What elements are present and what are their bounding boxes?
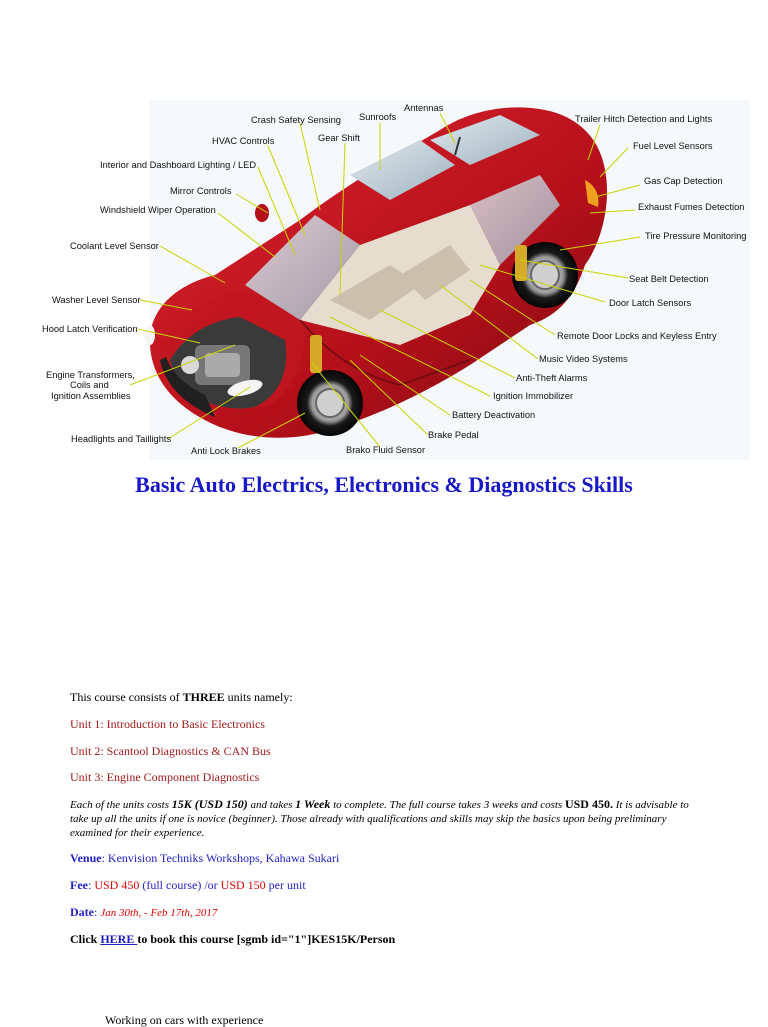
- full-price: USD 450.: [564, 797, 613, 811]
- label-hvac: HVAC Controls: [212, 136, 275, 146]
- fee-full: USD 450: [94, 878, 140, 892]
- label-windshield-wiper: Windshield Wiper Operation: [100, 205, 216, 215]
- label-exhaust-fumes: Exhaust Fumes Detection: [638, 202, 745, 212]
- label-interior-lighting: Interior and Dashboard Lighting / LED: [100, 160, 257, 170]
- venue-line: Venue: Kenvision Techniks Workshops, Kahawa Sukari: [70, 851, 340, 865]
- fee-label: Fee: [70, 878, 88, 892]
- label-anti-lock-brakes: Anti Lock Brakes: [191, 446, 261, 456]
- page-title: Basic Auto Electrics, Electronics & Diagnostics Skills: [135, 472, 633, 497]
- label-antennas: Antennas: [404, 103, 444, 113]
- label-engine-ignition: Ignition Assemblies: [51, 391, 131, 401]
- fee-unit: USD 150: [220, 878, 266, 892]
- car-electronics-diagram: [0, 95, 768, 465]
- book-here-link[interactable]: HERE: [100, 932, 138, 946]
- intro-paragraph: This course consists of THREE units namely:: [70, 690, 293, 704]
- unit-item-2: Unit 2: Scantool Diagnostics & CAN Bus: [70, 744, 271, 758]
- footer-text: Working on cars with experience: [105, 1013, 264, 1027]
- unit-duration: 1 Week: [295, 797, 331, 811]
- label-headlights-taillights: Headlights and Taillights: [71, 434, 172, 444]
- label-battery-deactivation: Battery Deactivation: [452, 410, 536, 420]
- label-trailer-hitch: Trailer Hitch Detection and Lights: [575, 114, 713, 124]
- label-seat-belt: Seat Belt Detection: [629, 274, 709, 284]
- date-label: Date: [70, 905, 94, 919]
- label-crash-safety: Crash Safety Sensing: [251, 115, 341, 125]
- label-brake-fluid: Brako Fluid Sensor: [346, 445, 426, 455]
- label-hood-latch: Hood Latch Verification: [42, 324, 138, 334]
- date-value: Jan 30th, - Feb 17th, 2017: [100, 907, 218, 919]
- label-coolant-level: Coolant Level Sensor: [70, 241, 159, 251]
- date-line: Date: Jan 30th, - Feb 17th, 2017: [70, 905, 218, 919]
- unit-price: 15K (USD 150): [171, 797, 248, 811]
- label-fuel-level: Fuel Level Sensors: [633, 141, 713, 151]
- unit-count: THREE: [182, 690, 225, 704]
- label-washer-level: Washer Level Sensor: [52, 295, 141, 305]
- label-tire-pressure: Tire Pressure Monitoring: [645, 231, 747, 241]
- label-brake-pedal: Brake Pedal: [428, 430, 479, 440]
- venue-value: Kenvision Techniks Workshops, Kahawa Sukari: [107, 851, 340, 865]
- label-remote-door-locks: Remote Door Locks and Keyless Entry: [557, 331, 717, 341]
- fee-line: Fee: USD 450 (full course) /or USD 150 per unit: [70, 878, 306, 892]
- label-mirror-controls: Mirror Controls: [170, 186, 232, 196]
- label-engine-transformers: Engine Transformers,: [46, 370, 135, 380]
- booking-line: Click HERE to book this course [sgmb id="1"]KES15K/Person: [70, 932, 396, 946]
- label-engine-coils: Coils and: [70, 380, 109, 390]
- label-music-video: Music Video Systems: [539, 354, 628, 364]
- label-ignition-immobilizer: Ignition Immobilizer: [493, 391, 574, 401]
- cost-note: Each of the units costs 15K (USD 150) and takes 1 Week to complete. The full course takes 3 weeks and costs USD 450. It is advisable to take up all the units if one is novice (beginner). Those already with qualifications and skills may skip the basics upon being preliminary examined for their experience.: [70, 797, 689, 839]
- label-anti-theft: Anti-Theft Alarms: [516, 373, 588, 383]
- unit-item-3: Unit 3: Engine Component Diagnostics: [70, 770, 260, 784]
- label-door-latch: Door Latch Sensors: [609, 298, 692, 308]
- label-gas-cap: Gas Cap Detection: [644, 176, 723, 186]
- label-gear-shift: Gear Shift: [318, 133, 360, 143]
- unit-item-1: Unit 1: Introduction to Basic Electronics: [70, 717, 265, 731]
- venue-label: Venue: [70, 851, 102, 865]
- label-sunroofs: Sunroofs: [359, 112, 397, 122]
